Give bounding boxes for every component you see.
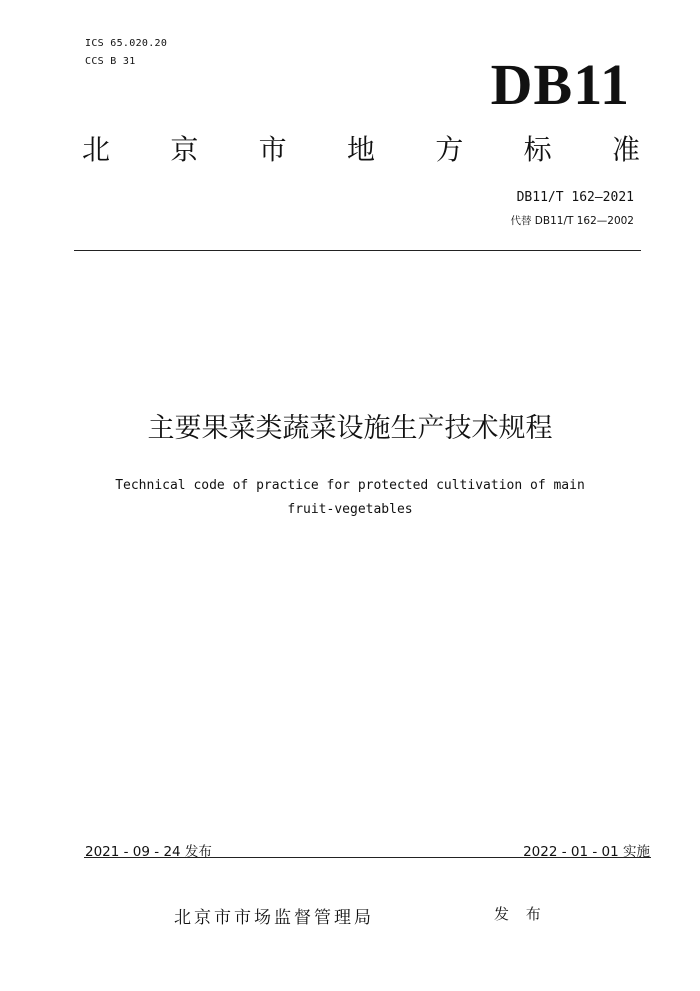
ics-code: ICS 65.020.20 xyxy=(85,38,168,49)
english-title-line-2: fruit-vegetables xyxy=(287,502,413,517)
standard-type-heading xyxy=(82,133,640,166)
standard-type-char: 方 xyxy=(435,133,464,166)
header-divider xyxy=(74,250,641,251)
issue-label: 发 布 xyxy=(494,905,547,923)
standard-type-char: 准 xyxy=(611,133,640,166)
standard-type-char: 标 xyxy=(523,133,552,166)
replaces-standard: 代替 DB11/T 162—2002 xyxy=(510,215,634,227)
ccs-code: CCS B 31 xyxy=(85,56,136,67)
english-title-line-1: Technical code of practice for protected cultivation of main xyxy=(115,478,585,493)
document-title-english xyxy=(80,474,620,522)
footer-divider xyxy=(84,857,651,858)
issue-date: 2021 - 09 - 24 发布 xyxy=(85,844,212,860)
standard-type-char: 市 xyxy=(258,133,287,166)
standard-number: DB11/T 162—2021 xyxy=(516,190,634,205)
standard-logo: DB11 xyxy=(490,52,630,117)
issuing-authority: 北京市市场监督管理局 xyxy=(174,908,374,928)
standard-type-char: 地 xyxy=(346,133,375,166)
standard-type-char: 京 xyxy=(170,133,199,166)
standard-type-char: 北 xyxy=(82,133,111,166)
document-title-chinese: 主要果菜类蔬菜设施生产技术规程 xyxy=(147,413,553,444)
implementation-date: 2022 - 01 - 01 实施 xyxy=(523,844,650,860)
